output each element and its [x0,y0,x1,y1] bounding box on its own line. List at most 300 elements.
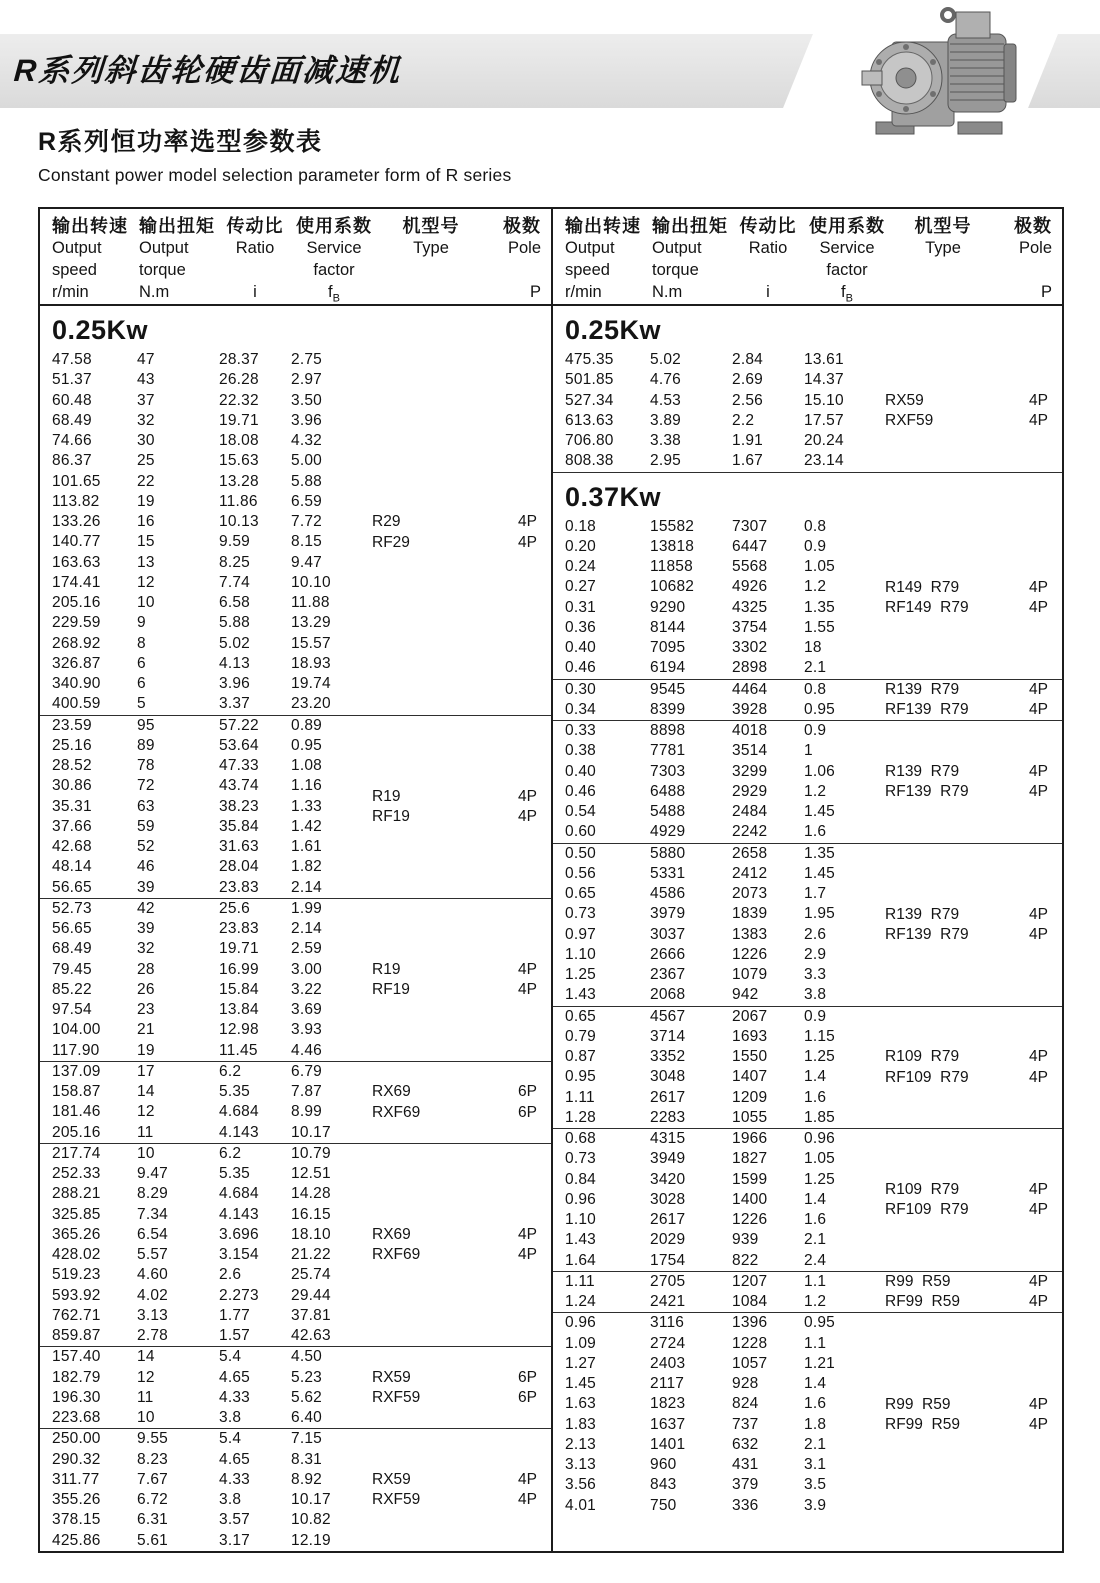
service-factor-value: 3.8 [804,986,827,1004]
output-speed-value: 104.00 [52,1021,101,1039]
ratio-value: 4.13 [219,654,250,672]
ratio-value: 632 [732,1435,759,1453]
column-header-speed [565,215,650,304]
pole-labels [518,786,537,827]
pole-labels [518,1470,537,1511]
service-factor-value: 10.17 [291,1123,331,1141]
service-factor-value: 3.93 [291,1021,322,1039]
type-label: RXF59 [885,411,934,429]
ratio-value: 1396 [732,1314,768,1332]
service-factor-value: 3.96 [291,411,322,429]
output-speed-value: 859.87 [52,1327,101,1344]
output-speed-value: 252.33 [52,1165,101,1182]
ratio-value: 942 [732,986,759,1004]
ratio-value: 1.77 [219,1306,250,1324]
ratio-value: 10.13 [219,513,259,530]
service-factor-value: 0.95 [804,1314,835,1332]
service-factor-value: 1.06 [804,762,835,780]
output-torque-value: 4586 [650,885,686,902]
pole-label: 4P [518,787,537,805]
data-row [40,939,551,959]
header-line: P [1040,283,1052,301]
output-speed-value: 0.36 [565,618,596,636]
output-torque-value: 2029 [650,1231,686,1249]
ratio-value: 5.4 [219,1348,242,1366]
ratio-value: 22.32 [219,391,259,409]
header-line: Type [413,239,449,257]
output-torque-value: 28 [137,960,155,978]
service-factor-value: 18.93 [291,654,331,672]
output-speed-value: 42.68 [52,838,92,855]
pole-label: 4P [1029,1272,1048,1290]
type-labels [372,786,410,827]
header-line: factor [313,261,355,279]
pole-label: 4P [1029,700,1048,718]
parameter-group [553,1129,1062,1272]
output-torque-value: 2617 [650,1211,686,1228]
output-torque-value: 6194 [650,659,686,677]
output-speed-value: 35.31 [52,797,92,815]
data-row [40,1020,551,1040]
ratio-value: 1084 [732,1293,768,1310]
service-factor-value: 1.35 [804,598,835,616]
data-row [40,553,551,573]
service-factor-value: 5.62 [291,1388,322,1406]
data-row [40,1347,551,1367]
service-factor-value: 7.87 [291,1083,322,1100]
type-labels [885,391,933,432]
header-line: N.m [139,283,170,301]
service-factor-value: 10.82 [291,1511,331,1529]
column-header-type [377,215,485,304]
service-factor-value: 14.37 [804,371,844,389]
service-factor-value: 4.46 [291,1041,322,1059]
ratio-value: 2067 [732,1007,768,1025]
data-row [553,1435,1062,1455]
header-line: 输出转速 [52,216,128,236]
type-labels [885,680,969,721]
service-factor-value: 1.4 [804,1375,827,1392]
data-row [553,721,1062,741]
service-factor-value: 4.50 [291,1348,322,1366]
pole-labels [1029,904,1048,945]
type-label: RF139 R79 [885,925,969,943]
service-factor-value: 1.05 [804,558,835,575]
service-factor-value: 8.31 [291,1450,322,1468]
type-labels [372,1470,420,1511]
output-torque-value: 95 [137,716,155,734]
service-factor-value: 3.3 [804,966,827,983]
ratio-value: 13.84 [219,1001,259,1018]
type-pole-overlay [885,1047,1048,1088]
data-row [553,658,1062,678]
output-speed-value: 1.10 [565,945,596,963]
ratio-value: 5.35 [219,1083,250,1100]
data-row [553,844,1062,864]
output-torque-value: 6488 [650,782,686,800]
service-factor-value: 2.1 [804,1231,827,1249]
ratio-value: 38.23 [219,797,259,815]
ratio-value: 1966 [732,1130,768,1147]
header-line: 输出转速 [565,216,641,236]
type-label: RXF59 [372,1491,421,1508]
data-row [553,1374,1062,1394]
ratio-value: 35.84 [219,817,259,835]
output-torque-value: 32 [137,940,155,958]
service-factor-value: 1.35 [804,844,835,862]
output-torque-value: 39 [137,920,155,937]
service-factor-value: 1.2 [804,1293,827,1310]
ratio-value: 3299 [732,762,768,780]
data-row [553,741,1062,761]
output-speed-value: 1.25 [565,966,596,983]
output-torque-value: 10 [137,594,155,611]
output-speed-value: 0.73 [565,905,596,923]
data-row [553,1088,1062,1108]
column-header-ratio [732,215,804,304]
service-factor-value: 1.25 [804,1048,835,1065]
ratio-value: 2073 [732,885,768,902]
parameter-group [40,899,551,1062]
ratio-value: 2.6 [219,1266,242,1284]
output-speed-value: 48.14 [52,858,92,876]
type-label: RF139 R79 [885,700,969,718]
type-pole-overlay [372,1368,537,1409]
header-line: 输出扭矩 [139,216,215,236]
ratio-value: 3754 [732,618,768,636]
ratio-value: 7307 [732,517,768,535]
ratio-value: 1383 [732,925,768,943]
data-row [40,756,551,776]
service-factor-value: 3.5 [804,1476,827,1494]
pole-labels [1029,1272,1048,1313]
ratio-value: 5.88 [219,614,250,632]
output-torque-value: 7.67 [137,1470,168,1488]
output-speed-value: 0.46 [565,659,596,677]
data-row [553,1475,1062,1495]
data-row [553,1251,1062,1271]
ratio-value: 5.35 [219,1165,250,1182]
service-factor-value: 5.88 [291,472,322,490]
output-torque-value: 6.72 [137,1491,168,1508]
output-torque-value: 4.76 [650,371,681,389]
output-speed-value: 3.56 [565,1476,596,1494]
data-row [553,431,1062,451]
output-speed-value: 97.54 [52,1001,92,1018]
type-label: RX59 [372,1368,411,1386]
output-torque-value: 6.54 [137,1225,168,1243]
ratio-value: 28.04 [219,858,259,876]
ratio-value: 7.74 [219,573,250,591]
ratio-value: 23.83 [219,920,259,937]
service-factor-value: 2.75 [291,351,322,368]
output-speed-value: 60.48 [52,391,92,409]
service-factor-value: 1.99 [291,899,322,917]
output-speed-value: 1.45 [565,1375,596,1392]
data-row [553,557,1062,577]
header-line: 使用系数 [809,216,885,236]
type-labels [885,577,969,618]
output-torque-value: 3037 [650,925,686,943]
pole-label: 6P [518,1103,537,1121]
ratio-value: 26.28 [219,371,259,389]
service-factor-value: 1.6 [804,1211,827,1228]
data-row [553,370,1062,390]
ratio-value: 1226 [732,1211,768,1228]
ratio-value: 4.143 [219,1205,259,1223]
output-torque-value: 16 [137,513,155,530]
data-row [553,802,1062,822]
output-torque-value: 5331 [650,864,686,882]
pole-label: 4P [1029,680,1048,698]
data-row [40,1265,551,1285]
output-torque-value: 2421 [650,1293,686,1310]
type-label: RF19 [372,807,410,825]
output-torque-value: 3979 [650,905,686,923]
data-row [553,1007,1062,1027]
output-torque-value: 2367 [650,966,686,983]
header-line: r/min [565,283,602,301]
ratio-value: 2.56 [732,391,763,409]
output-torque-value: 8.29 [137,1185,168,1203]
pole-labels [518,960,537,1001]
service-factor-value: 3.50 [291,391,322,409]
column-header-factor [804,215,890,304]
pole-label: 4P [1029,905,1048,923]
ratio-value: 6447 [732,537,768,555]
output-torque-value: 5.02 [650,351,681,368]
output-torque-value: 89 [137,736,155,754]
output-torque-value: 9.47 [137,1165,168,1182]
power-section-label: 0.37Kw [565,481,662,512]
output-speed-value: 288.21 [52,1185,101,1203]
ratio-value: 1.91 [732,432,763,449]
type-label: R99 R59 [885,1395,951,1413]
service-factor-value: 3.69 [291,1001,322,1018]
pole-label: 4P [518,807,537,825]
ratio-value: 43.74 [219,777,259,795]
column-header-type [890,215,996,304]
output-speed-value: 0.84 [565,1170,596,1188]
output-torque-value: 7303 [650,762,686,780]
data-row [40,1144,551,1164]
ratio-value: 1226 [732,945,768,963]
output-speed-value: 0.65 [565,885,596,902]
output-speed-value: 613.63 [565,411,614,429]
output-torque-value: 5488 [650,803,686,820]
output-speed-value: 1.11 [565,1088,595,1106]
pole-label: 4P [518,1470,537,1488]
service-factor-value: 19.74 [291,675,331,692]
output-torque-value: 19 [137,492,155,510]
power-section-label: 0.25Kw [565,315,662,345]
title-block [38,122,511,186]
ratio-value: 2.84 [732,351,763,368]
output-torque-value: 2117 [650,1375,685,1392]
header-line: Output [139,239,189,257]
service-factor-value: 3.22 [291,980,322,998]
service-factor-value: 1.7 [804,885,827,902]
data-row [40,899,551,919]
service-factor-value: 0.8 [804,680,827,698]
type-pole-overlay [885,1272,1048,1313]
column-header-torque [650,215,732,304]
type-label: R149 R79 [885,578,960,596]
output-torque-value: 39 [137,878,155,896]
output-speed-value: 0.56 [565,864,596,882]
output-torque-value: 5880 [650,844,686,862]
type-label: RXF59 [372,1388,421,1406]
ratio-value: 3302 [732,639,768,656]
header-line: Pole [507,239,541,257]
output-speed-value: 174.41 [52,573,101,591]
output-speed-value: 1.64 [565,1251,596,1269]
service-factor-value: 9.47 [291,553,322,571]
ratio-value: 2658 [732,844,768,862]
output-speed-value: 326.87 [52,654,101,672]
data-row [40,613,551,633]
output-speed-value: 0.20 [565,537,596,555]
data-row [40,411,551,431]
data-row [40,674,551,694]
ratio-value: 9.59 [219,533,250,551]
column-header-row [40,209,551,306]
ratio-value: 4.684 [219,1185,259,1203]
output-speed-value: 0.54 [565,803,596,820]
output-speed-value: 47.58 [52,351,92,368]
pole-label: 4P [518,960,537,978]
header-line: Ratio [235,239,275,257]
ratio-value: 12.98 [219,1021,259,1039]
type-pole-overlay [372,1082,537,1123]
parameter-group [40,1144,551,1348]
service-factor-value: 0.9 [804,1007,827,1025]
header-line [219,259,291,281]
header-line [996,259,1052,281]
type-pole-overlay [372,1225,537,1266]
ratio-value: 1693 [732,1027,768,1045]
pole-labels [1029,762,1048,803]
output-speed-value: 0.97 [565,925,596,943]
ratio-value: 3.57 [219,1511,250,1529]
output-torque-value: 12 [137,1103,155,1121]
type-label: R109 R79 [885,1180,960,1198]
output-torque-value: 2.95 [650,452,681,470]
ratio-value: 2929 [732,782,768,800]
output-torque-value: 8 [137,634,146,652]
data-row [40,634,551,654]
parameter-group [553,1313,1062,1516]
output-torque-value: 13 [137,553,155,571]
data-row [40,919,551,939]
data-row [40,1408,551,1428]
data-row [553,618,1062,638]
ratio-value: 2484 [732,803,768,820]
power-section-label: 0.25Kw [52,315,149,345]
pole-label: 4P [1029,391,1048,409]
ratio-value: 3.154 [219,1246,259,1263]
type-label: R19 [372,960,401,978]
type-labels [885,1180,969,1221]
service-factor-value: 0.9 [804,722,827,739]
header-line: i [253,283,257,301]
pole-label: 4P [1029,782,1048,800]
output-speed-value: 181.46 [52,1103,101,1121]
service-factor-value: 0.95 [804,700,835,718]
banner-title: R系列斜齿轮硬齿面减速机 [12,53,403,88]
output-speed-value: 157.40 [52,1348,101,1366]
output-speed-value: 205.16 [52,594,101,611]
table-body-left [40,306,551,1551]
service-factor-value: 17.57 [804,411,844,429]
ratio-value: 16.99 [219,960,259,978]
type-labels [885,1272,960,1313]
output-speed-value: 0.18 [565,517,596,535]
ratio-value: 15.84 [219,980,259,998]
type-pole-overlay [372,960,537,1001]
ratio-value: 1079 [732,966,768,983]
header-line: P [529,283,541,301]
service-factor-value: 1.33 [291,797,322,815]
output-speed-value: 0.95 [565,1068,596,1086]
output-torque-value: 21 [137,1021,155,1039]
data-row [40,1286,551,1306]
output-torque-value: 14 [137,1348,155,1366]
output-speed-value: 23.59 [52,716,92,734]
header-line: factor [826,261,868,279]
output-speed-value: 808.38 [565,452,614,470]
data-row [40,1205,551,1225]
service-factor-value: 23.14 [804,452,844,470]
output-speed-value: 365.26 [52,1225,101,1243]
service-factor-value: 1.8 [804,1415,827,1433]
header-line: r/min [52,283,89,301]
header-line: Service [306,239,362,257]
service-factor-value: 1.4 [804,1068,827,1086]
output-speed-value: 0.24 [565,558,596,575]
data-row [40,837,551,857]
data-row [553,945,1062,965]
column-header-ratio [219,215,291,304]
type-label: RF99 R59 [885,1415,960,1433]
output-torque-value: 19 [137,1041,155,1059]
ratio-value: 2412 [732,864,768,882]
output-speed-value: 56.65 [52,878,92,896]
data-row [553,1027,1062,1047]
output-torque-value: 3.89 [650,411,681,429]
service-factor-value: 8.15 [291,533,322,551]
header-line: Pole [1018,239,1052,257]
unit-subscript: B [845,292,853,305]
ratio-value: 3.696 [219,1225,259,1243]
header-line: torque [139,261,186,279]
data-row [40,1123,551,1143]
service-factor-value: 4.32 [291,432,322,449]
pole-label: 4P [1029,762,1048,780]
output-torque-value: 2705 [650,1272,686,1290]
pole-label: 4P [1029,1068,1048,1086]
ratio-value: 11.86 [219,492,258,510]
data-row [40,694,551,714]
output-torque-value: 2.78 [137,1327,168,1344]
output-torque-value: 2666 [650,945,686,963]
data-row [40,736,551,756]
ratio-value: 3514 [732,742,768,760]
column-header-torque [137,215,219,304]
pole-label: 4P [518,980,537,998]
type-label: RX69 [372,1083,411,1100]
ratio-value: 4.33 [219,1388,250,1406]
